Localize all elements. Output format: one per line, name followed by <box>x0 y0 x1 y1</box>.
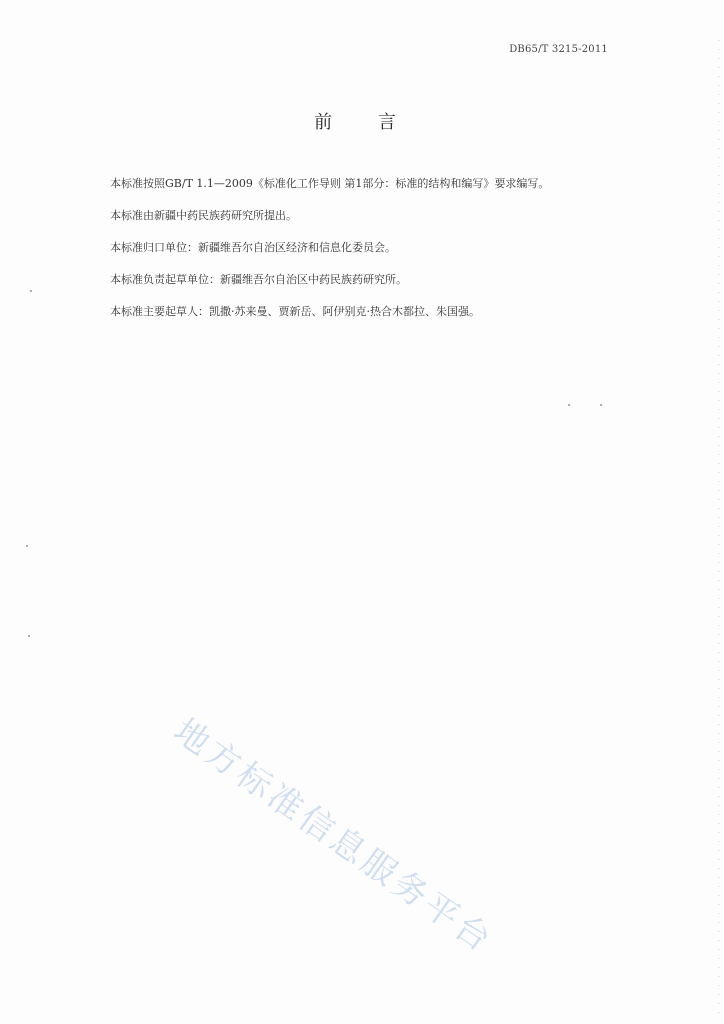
foreword-body <box>110 176 630 336</box>
scan-speckle <box>568 404 570 406</box>
scan-speckle <box>26 545 28 547</box>
scan-speckle <box>28 635 30 637</box>
paragraph-drafting-unit: 本标准负责起草单位：新疆维吾尔自治区中药民族药研究所。 <box>110 273 407 286</box>
paragraph-administrative-unit: 本标准归口单位：新疆维吾尔自治区经济和信息化委员会。 <box>110 241 396 254</box>
scan-edge-marks <box>718 40 720 1020</box>
section-title: 前 言 <box>314 112 416 133</box>
watermark: 地方标准信息服务平台 <box>166 710 501 962</box>
paragraph-proposer: 本标准由新疆中药民族药研究所提出。 <box>110 209 297 222</box>
scan-speckle <box>600 404 602 406</box>
paragraph-drafters: 本标准主要起草人：凯撒·苏来曼、贾新岳、阿伊别克·热合木都拉、朱国强。 <box>110 305 480 318</box>
scan-speckle <box>30 290 32 292</box>
paragraph-drafting-rules: 本标准按照GB/T 1.1—2009《标准化工作导则 第1部分：标准的结构和编写》要求编写。 <box>110 177 550 190</box>
document-code: DB65/T 3215-2011 <box>509 44 608 55</box>
